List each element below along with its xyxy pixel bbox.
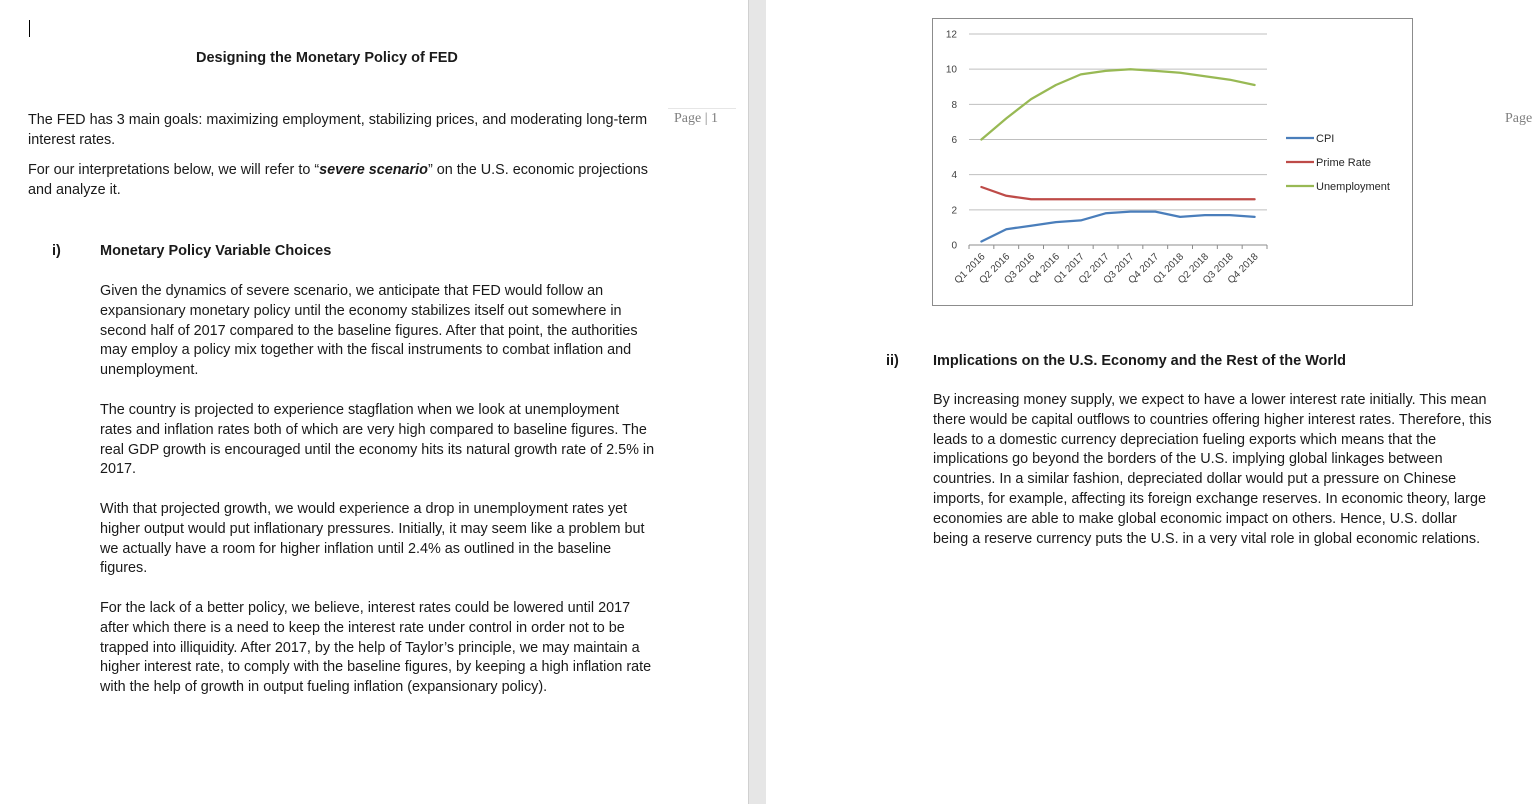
legend-label: Unemployment: [1316, 181, 1390, 193]
x-tick-label: Q3 2018: [1200, 251, 1236, 287]
section-1-paragraph-2[interactable]: The country is projected to experience stagflation when we look at unemployment rates and inflation rates both of which are very high compared to baseline figures. The real GDP growth is encouraged until the economy hits its natural growth rate of 2.5% in 2017.: [100, 402, 655, 478]
intro-paragraph-2[interactable]: [28, 161, 658, 201]
x-tick-label: Q2 2016: [977, 251, 1013, 287]
line-chart-svg: [933, 19, 1412, 305]
series-line-cpi: [981, 212, 1254, 242]
y-tick-label-0: 0: [951, 240, 957, 252]
y-tick-label-6: 6: [951, 135, 957, 146]
x-tick-label: Q3 2017: [1101, 251, 1137, 287]
x-tick-label: Q2 2018: [1176, 251, 1212, 287]
x-tick-label: Q1 2018: [1151, 251, 1187, 287]
x-tick-label: Q1 2016: [952, 251, 988, 287]
intro-p2-emphasis: severe scenario: [319, 162, 428, 178]
x-tick-label: Q1 2017: [1051, 251, 1087, 287]
y-tick-label-8: 8: [951, 99, 957, 111]
line-chart[interactable]: [932, 18, 1413, 306]
x-tick-label: Q4 2017: [1126, 251, 1162, 287]
section-1-paragraph-3[interactable]: With that projected growth, we would experience a drop in unemployment rates yet higher output would put inflationary pressures. Initially, it may seem like a problem but we actually have a room for higher inflation until 2.4% as outlined in the baseline figures.: [100, 501, 645, 577]
page-number-rule: [668, 108, 736, 109]
y-tick-label-12: 12: [945, 29, 957, 41]
page-number-1: Page | 1: [674, 111, 719, 126]
legend-label: Prime Rate: [1316, 157, 1372, 169]
series-line-prime-rate: [981, 187, 1254, 199]
section-1-paragraph-4[interactable]: For the lack of a better policy, we believe, interest rates could be lowered until 2017 after which there is a need to keep the interest rate under control in order not to be trapped into illiquidity. After 2017, by the help of Taylor’s principle, we may maintain a higher interest rate, to comply with the baseline figures, by keeping a high inflation rate with the help of growth in output fueling inflation (expansionary policy).: [100, 600, 652, 696]
document-title: Designing the Monetary Policy of FED: [196, 50, 458, 66]
legend-label: CPI: [1316, 133, 1335, 145]
x-tick-label: Q2 2017: [1076, 251, 1112, 287]
y-tick-label-2: 2: [951, 205, 957, 217]
intro-p2-after: ” on the U.S. economic projections and analyze it.: [28, 162, 648, 198]
x-tick-label: Q4 2018: [1225, 251, 1261, 287]
section-1-number: i): [52, 243, 61, 259]
text-cursor: [29, 20, 30, 37]
x-tick-label: Q4 2016: [1027, 251, 1063, 287]
y-tick-label-4: 4: [951, 170, 957, 182]
intro-paragraph-1[interactable]: The FED has 3 main goals: maximizing employment, stabilizing prices, and moderating long-term interest rates.: [28, 112, 648, 148]
section-2-paragraph-1[interactable]: By increasing money supply, we expect to have a lower interest rate initially. This mean there would be capital outflows to countries offering higher interest rates. Therefore, this leads to a domestic currency depreciation fueling exports which means that the implications go beyond the borders of the U.S. implying global linkages between countries. In a similar fashion, depreciated dollar would put a pressure on Chinese imports, for example, affecting its foreign exchange reserves. In economic theory, large economies are able to make global economic impact on others. Hence, U.S. dollar being a reserve currency puts the U.S. in a very vital role in global economic relations.: [933, 392, 1492, 547]
x-tick-label: Q3 2016: [1002, 251, 1038, 287]
intro-p2-before: For our interpretations below, we will refer to “: [28, 162, 320, 178]
section-2-heading: Implications on the U.S. Economy and the Rest of the World: [933, 353, 1347, 369]
section-2-number: ii): [886, 353, 899, 369]
section-1-heading: Monetary Policy Variable Choices: [100, 243, 332, 259]
section-1-paragraph-1[interactable]: Given the dynamics of severe scenario, we anticipate that FED would follow an expansionary monetary policy until the economy stabilizes itself out somewhere in second half of 2017 compared to the baseline figures. After that point, the authorities may employ a policy mix together with the fiscal instruments to combat inflation and unemployment.: [100, 283, 638, 379]
y-tick-label-10: 10: [945, 64, 957, 76]
page-gap: [748, 0, 766, 804]
page-number-2: Page: [1505, 111, 1532, 126]
